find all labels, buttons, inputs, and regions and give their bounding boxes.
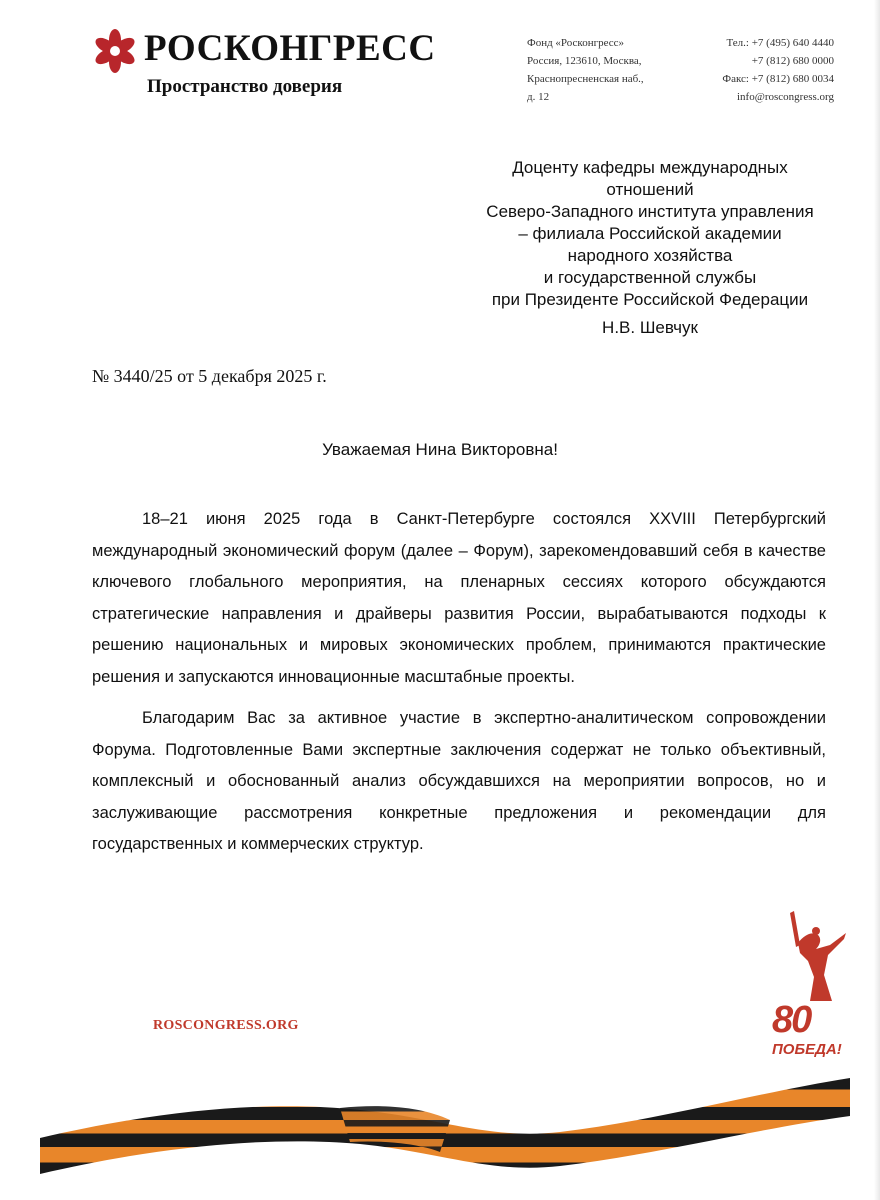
- address-line: Краснопресненская наб.,: [527, 73, 644, 85]
- salutation: Уважаемая Нина Викторовна!: [322, 440, 558, 459]
- phone-line: Тел.: +7 (495) 640 4440: [726, 37, 834, 49]
- address-line: д. 12: [527, 91, 550, 103]
- address-line: Фонд «Росконгресс»: [527, 37, 625, 49]
- recipient-name: Н.В. Шевчук: [602, 318, 698, 337]
- foundation-contacts: [660, 34, 834, 106]
- body-paragraph: Благодарим Вас за активное участие в экспертно-аналитическом сопровождении Форума. Подготовленные Вами экспертные заключения содержат не только объективный, комплексный и обоснованный анализ обсуждавшихся на мероприятии вопросов, но и заслуживающие рассмотрения конкретные предложения и рекомендации для государственных и коммерческих структур.: [92, 709, 826, 853]
- recipient-line: при Президенте Российской Федерации: [491, 290, 809, 309]
- victory-80-emblem: [770, 905, 850, 1065]
- victory-text: ПОБЕДА!: [772, 1041, 842, 1058]
- brand-name: РОСКОНГРЕСС: [144, 28, 436, 69]
- website-link[interactable]: ROSCONGRESS.ORG: [153, 1018, 299, 1033]
- phone-line: +7 (812) 680 0000: [751, 55, 834, 67]
- email-line: info@roscongress.org: [737, 91, 834, 103]
- fax-line: Факс: +7 (812) 680 0034: [722, 73, 834, 85]
- recipient-line: Северо-Западного института управления: [486, 202, 814, 221]
- recipient-line: и государственной службы: [543, 268, 757, 287]
- brand-tagline: Пространство доверия: [147, 76, 343, 97]
- flower-logo-icon: [92, 28, 138, 74]
- page-edge: [874, 0, 880, 1200]
- recipient-line: Доценту кафедры международных: [512, 158, 788, 177]
- recipient-line: – филиала Российской академии: [518, 224, 782, 243]
- body-paragraph: 18–21 июня 2025 года в Санкт-Петербурге состоялся XXVIII Петербургский международный экономический форум (далее – Форум), зарекомендовавший себя в качестве ключевого глобального мероприятия, на пленарных сессиях которого обсуждаются стратегические направления и драйверы развития России, вырабатываются подходы к решению национальных и мировых экономических проблем, принимаются практические решения и запускаются инновационные масштабные проекты.: [92, 510, 826, 686]
- letter-body: [92, 504, 826, 871]
- motherland-statue-icon: [770, 905, 850, 1005]
- st-george-ribbon-icon: [40, 1070, 850, 1180]
- roscongress-logo: [92, 28, 452, 108]
- foundation-address: [527, 34, 677, 106]
- recipient-line: отношений: [606, 180, 694, 199]
- recipient-line: народного хозяйства: [567, 246, 733, 265]
- registration-number: № 3440/25 от 5 декабря 2025 г.: [92, 366, 327, 386]
- recipient-block: [460, 157, 840, 339]
- victory-number: 80: [772, 999, 811, 1041]
- address-line: Россия, 123610, Москва,: [527, 55, 642, 67]
